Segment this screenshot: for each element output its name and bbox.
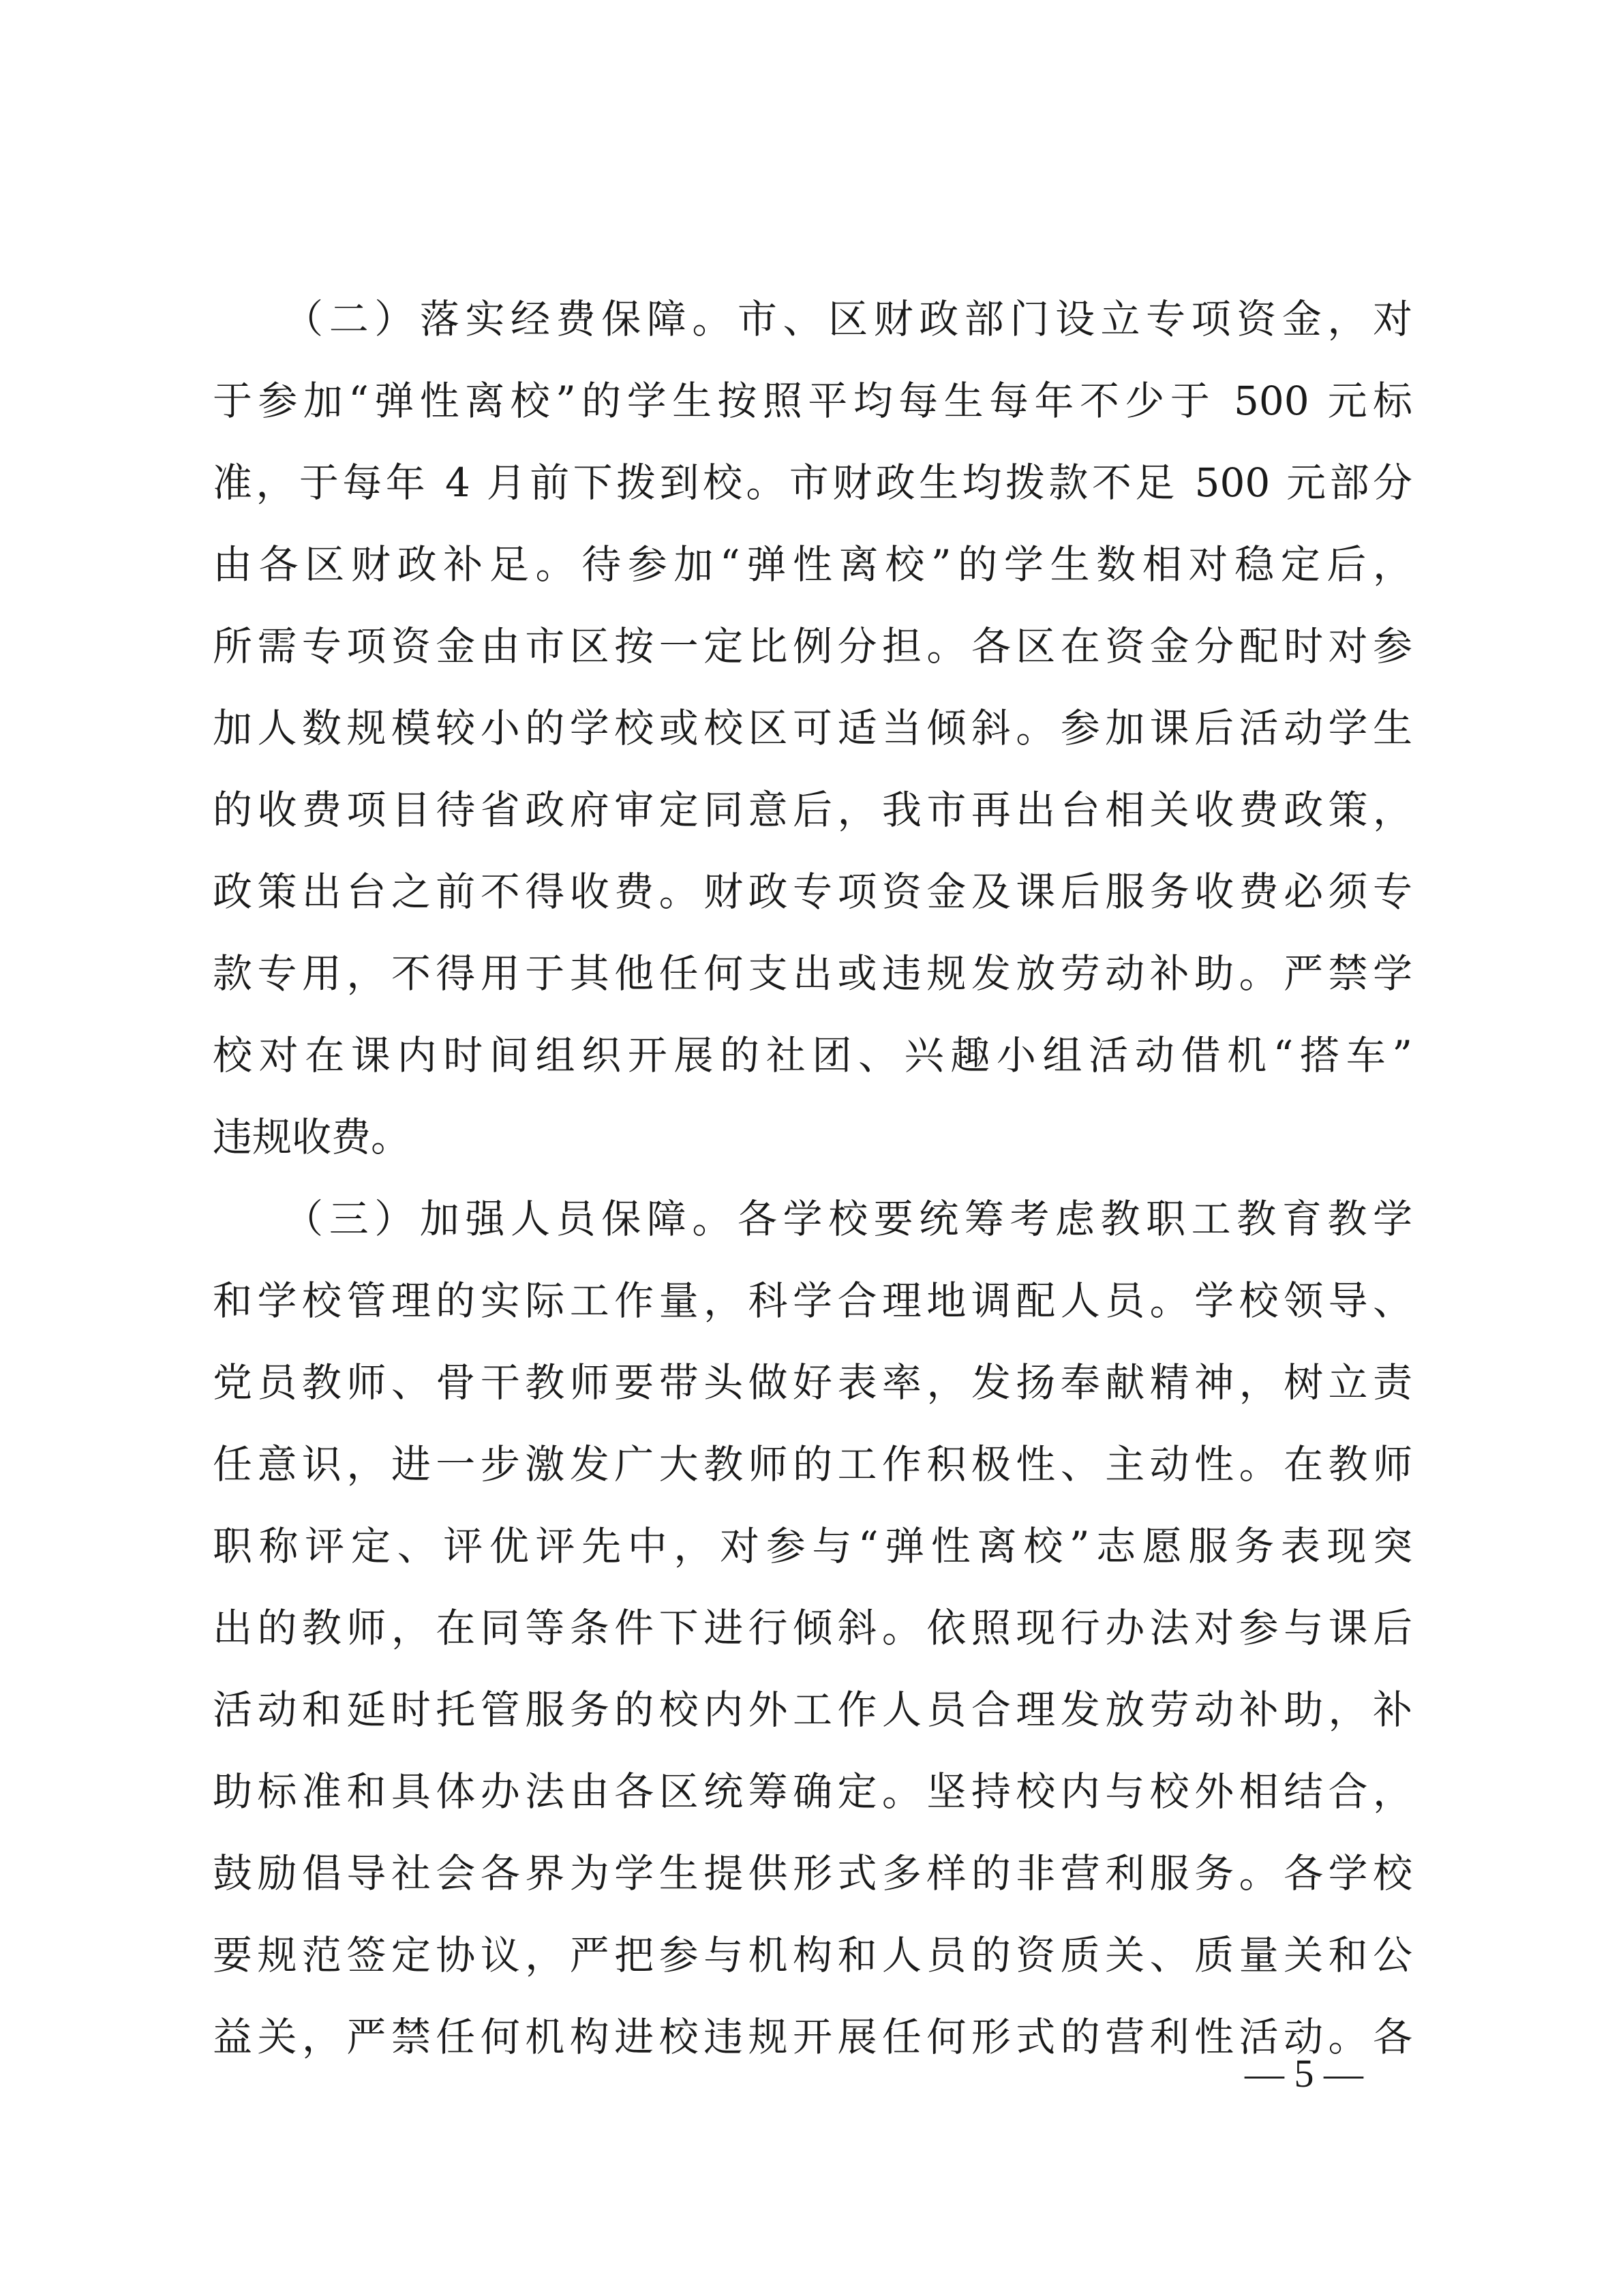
paragraph-line: 助标准和具体办法由各区统筹确定。坚持校内与校外相结合， <box>213 1768 1412 1815</box>
paragraph-line: 由各区财政补足。待参加“弹性离校”的学生数相对稳定后， <box>213 541 1412 588</box>
paragraph-line: 款专用，不得用于其他任何支出或违规发放劳动补助。严禁学 <box>213 950 1412 997</box>
paragraph-line: 所需专项资金由市区按一定比例分担。各区在资金分配时对参 <box>213 623 1412 669</box>
paragraph-line: 出的教师，在同等条件下进行倾斜。依照现行办法对参与课后 <box>213 1605 1412 1651</box>
paragraph-line: 益关，严禁任何机构进校违规开展任何形式的营利性活动。各 <box>213 2014 1412 2060</box>
paragraph-line: 党员教师、骨干教师要带头做好表率，发扬奉献精神，树立责 <box>213 1359 1412 1406</box>
paragraph-line: 的收费项目待省政府审定同意后，我市再出台相关收费政策， <box>213 787 1412 833</box>
paragraph-line: 鼓励倡导社会各界为学生提供形式多样的非营利服务。各学校 <box>213 1850 1412 1897</box>
paragraph-line: （二）落实经费保障。市、区财政部门设立专项资金，对 <box>213 296 1412 342</box>
paragraph-line: 于参加“弹性离校”的学生按照平均每生每年不少于 500 元标 <box>213 378 1412 424</box>
paragraph-line: 职称评定、评优评先中，对参与“弹性离校”志愿服务表现突 <box>213 1523 1412 1569</box>
paragraph-line: （三）加强人员保障。各学校要统筹考虑教职工教育教学 <box>213 1196 1412 1242</box>
paragraph-line: 要规范签定协议，严把参与机构和人员的资质关、质量关和公 <box>213 1932 1412 1978</box>
paragraph-line: 任意识，进一步激发广大教师的工作积极性、主动性。在教师 <box>213 1441 1412 1487</box>
page-number: — 5 — <box>1245 2051 1363 2096</box>
paragraph-line: 校对在课内时间组织开展的社团、兴趣小组活动借机“搭车” <box>213 1032 1412 1078</box>
paragraph-line: 加人数规模较小的学校或校区可适当倾斜。参加课后活动学生 <box>213 705 1412 751</box>
paragraph-line: 活动和延时托管服务的校内外工作人员合理发放劳动补助，补 <box>213 1687 1412 1733</box>
paragraph-line: 违规收费。 <box>213 1114 411 1160</box>
paragraph-line: 和学校管理的实际工作量，科学合理地调配人员。学校领导、 <box>213 1278 1412 1324</box>
paragraph-line: 政策出台之前不得收费。财政专项资金及课后服务收费必须专 <box>213 868 1412 915</box>
paragraph-line: 准，于每年 4 月前下拨到校。市财政生均拨款不足 500 元部分 <box>213 459 1412 506</box>
